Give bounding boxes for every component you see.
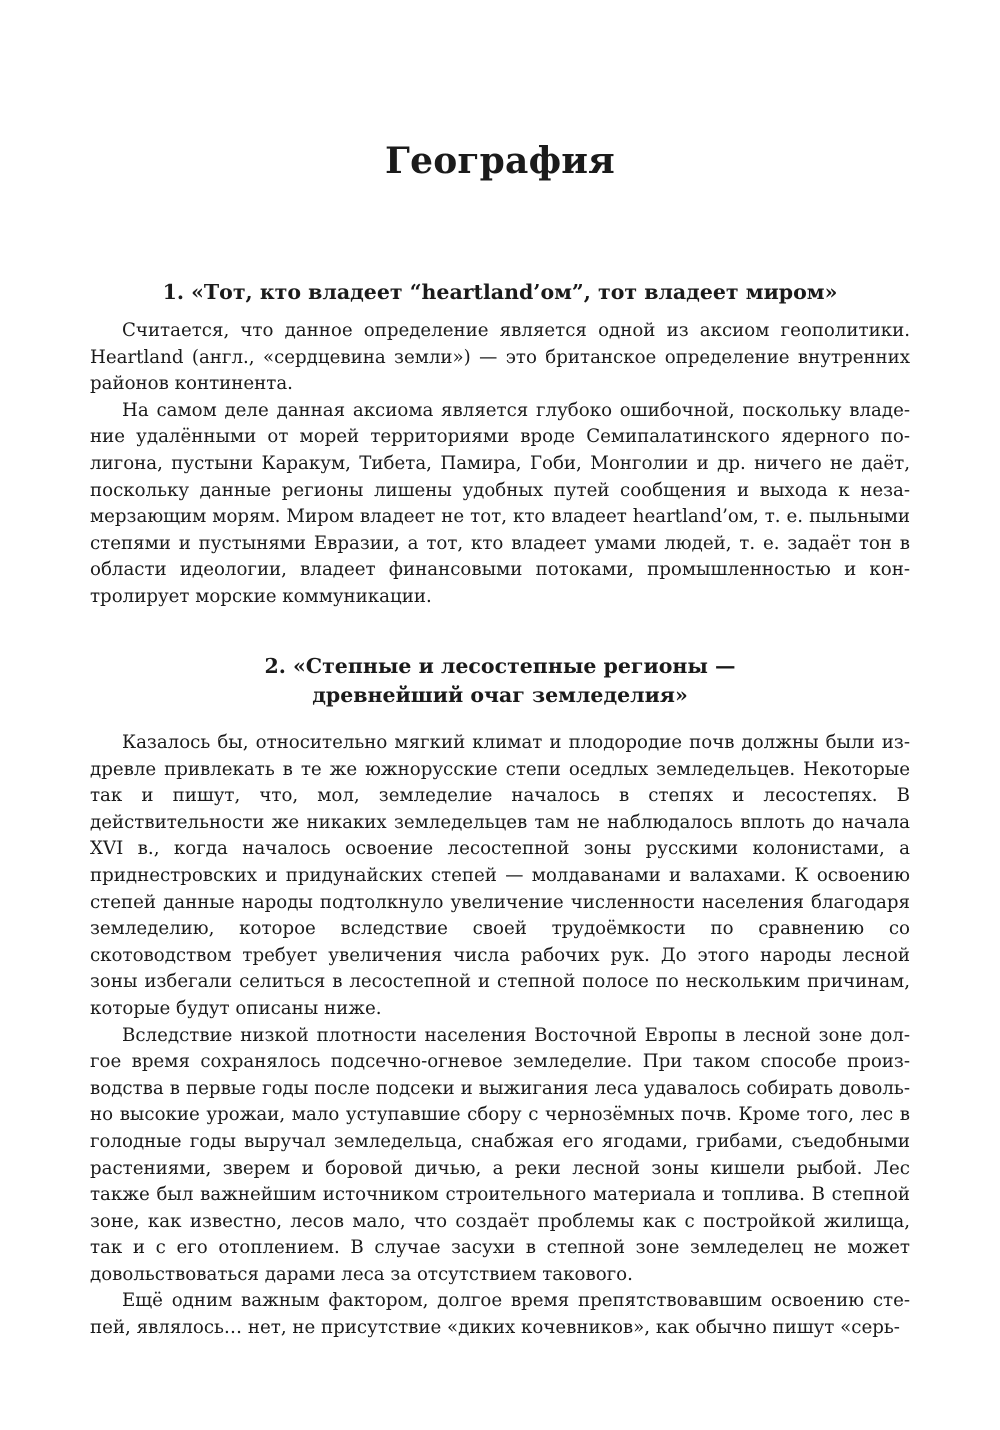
section-1-body: [90, 318, 910, 611]
section-1-paragraph-1: Считается, что данное определение является одной из аксиом геополитики. Heartland (англ., «сердцевина земли») — это британское определение внутренних районов континента.: [90, 320, 910, 395]
section-2-heading-line-2: древнейший очаг земледелия»: [312, 683, 688, 707]
document-page: [90, 0, 910, 1430]
section-1-heading: 1. «Тот, кто владеет “heartland’ом”, тот владеет миром»: [162, 280, 838, 304]
section-2-paragraph-1: Казалось бы, относительно мягкий климат и плодородие почв должны были издревле привлекать в те же южнорусские степи оседлых земледельцев. Некоторые так и пишут, что, мол, земледелие началось в степях и лесостепях. В действительности же никаких земледельцев там не наблюдалось вплоть до начала XVI в., когда началось освоение лесостепной зоны русскими колонистами, а приднестровских и придунайских степей — молдаванами и валахами. К освоению степей данные народы подтолкнуло увеличение численности населения благодаря земледелию, которое вследствие своей трудоёмкости по сравнению со скотоводством требует увеличения числа рабочих рук. До этого народы лесной зоны избегали селиться в лесостепной и степной полосе по нескольким причинам, которые будут описаны ниже.: [90, 732, 910, 1019]
section-2-heading: [90, 652, 910, 710]
section-2-heading-line-1: 2. «Степные и лесостепные регионы —: [264, 654, 736, 678]
section-1-paragraph-2: На самом деле данная аксиома является глубоко ошибочной, поскольку владение удалёнными от морей территориями вроде Семипалатинского ядерного полигона, пустыни Каракум, Тибета, Памира, Гоби, Монголии и др. ничего не даёт, поскольку данные регионы лишены удобных путей сообщения и выхода к незамерзающим морям. Миром владеет не тот, кто владеет heartland’ом, т. е. пыльными степями и пустынями Евразии, а тот, кто владеет умами людей, т. е. задаёт тон в области идеологии, владеет финансовыми потоками, промышленностью и контролирует морские коммуникации.: [90, 399, 910, 607]
section-2-body: [90, 730, 910, 1342]
section-2-paragraph-3: Ещё одним важным фактором, долгое время препятствовавшим освоению степей, являлось… нет, не присутствие «диких кочевников», как обычно пишут «серь-: [90, 1290, 910, 1339]
chapter-title: География: [385, 140, 615, 182]
section-2-paragraph-2: Вследствие низкой плотности населения Восточной Европы в лесной зоне долгое время сохранялось подсечно-огневое земледелие. При таком способе производства в первые годы после подсеки и выжигания леса удавалось собирать довольно высокие урожаи, мало уступавшие сбору с чернозёмных почв. Кроме того, лес в голодные годы выручал земледельца, снабжая его ягодами, грибами, съедобными растениями, зверем и боровой дичью, а реки лесной зоны кишели рыбой. Лес также был важнейшим источником строительного материала и топлива. В степной зоне, как известно, лесов мало, что создаёт проблемы как с постройкой жилища, так и с его отоплением. В случае засухи в степной зоне земледелец не может довольствоваться дарами леса за отсутствием такового.: [90, 1024, 910, 1285]
